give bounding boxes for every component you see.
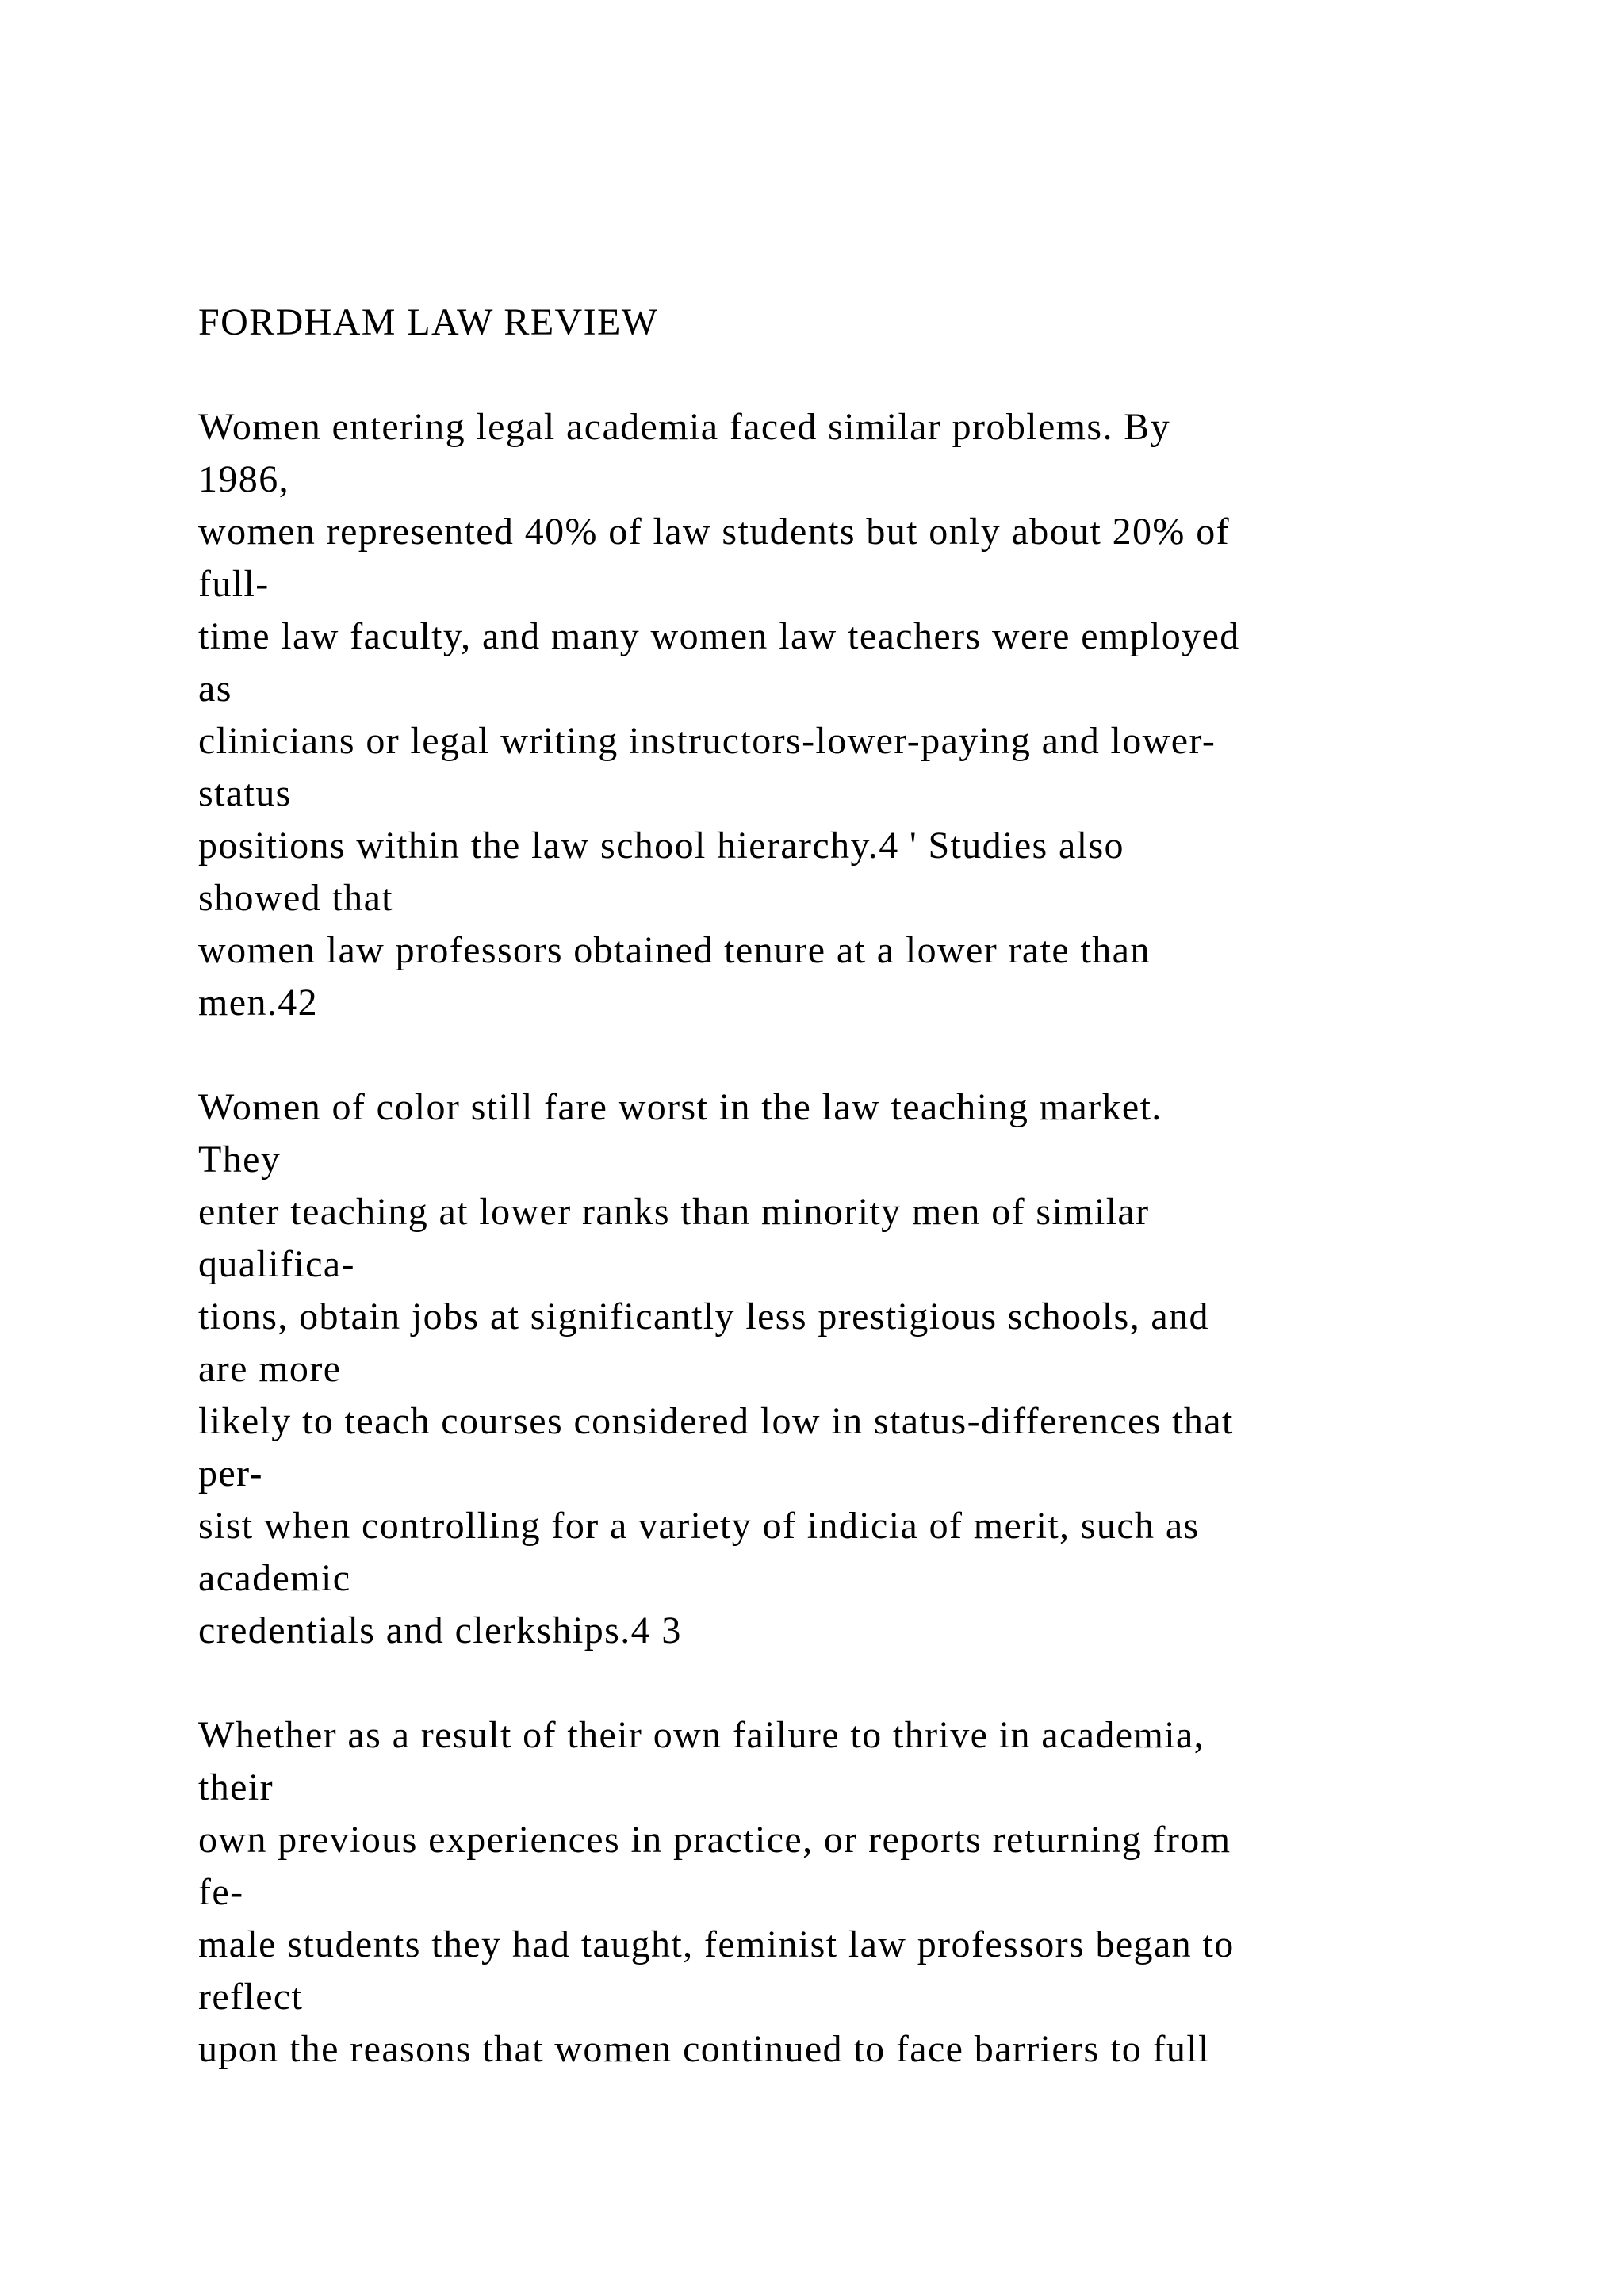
paragraph-gap bbox=[198, 1029, 1507, 1081]
text-line: upon the reasons that women continued to face barriers to full bbox=[198, 2028, 1210, 2070]
text-line: qualifica- bbox=[198, 1243, 355, 1285]
text-line: male students they had taught, feminist law professors began to bbox=[198, 1923, 1235, 1965]
paragraph-gap bbox=[198, 349, 1507, 401]
text-line: Women entering legal academia faced similar problems. By bbox=[198, 406, 1171, 448]
text-line: likely to teach courses considered low in status-differences that bbox=[198, 1400, 1234, 1442]
text-line: academic bbox=[198, 1557, 351, 1599]
text-line: showed that bbox=[198, 877, 394, 919]
text-line: per- bbox=[198, 1452, 263, 1494]
paragraph-gap bbox=[198, 1657, 1507, 1709]
text-line: positions within the law school hierarchy.4 ' Studies also bbox=[198, 825, 1124, 867]
document-body bbox=[198, 297, 1507, 2076]
text-line: men.42 bbox=[198, 982, 319, 1024]
text-line: as bbox=[198, 668, 232, 710]
text-line: Whether as a result of their own failure to thrive in academia, bbox=[198, 1714, 1205, 1756]
text-line: sist when controlling for a variety of indicia of merit, such as bbox=[198, 1505, 1200, 1547]
text-line: are more bbox=[198, 1348, 342, 1390]
paragraph-1 bbox=[198, 401, 1507, 1029]
running-header: FORDHAM LAW REVIEW bbox=[198, 301, 659, 343]
text-line: own previous experiences in practice, or reports returning from bbox=[198, 1819, 1231, 1861]
text-line: enter teaching at lower ranks than minority men of similar bbox=[198, 1191, 1150, 1233]
paragraph-3 bbox=[198, 1709, 1507, 2076]
text-line: women law professors obtained tenure at a lower rate than bbox=[198, 929, 1151, 971]
text-line: credentials and clerkships.4 3 bbox=[198, 1609, 682, 1651]
text-line: tions, obtain jobs at significantly less prestigious schools, and bbox=[198, 1295, 1209, 1337]
text-line: full- bbox=[198, 563, 270, 605]
text-line: their bbox=[198, 1766, 274, 1808]
text-line: They bbox=[198, 1138, 282, 1181]
text-line: reflect bbox=[198, 1976, 304, 2018]
text-line: fe- bbox=[198, 1871, 244, 1913]
text-line: time law faculty, and many women law teachers were employed bbox=[198, 615, 1240, 657]
paragraph-2 bbox=[198, 1081, 1507, 1657]
text-line: 1986, bbox=[198, 458, 289, 500]
text-line: status bbox=[198, 772, 292, 814]
text-line: clinicians or legal writing instructors-lower-paying and lower- bbox=[198, 720, 1216, 762]
text-line: women represented 40% of law students but only about 20% of bbox=[198, 511, 1230, 553]
text-line: Women of color still fare worst in the law teaching market. bbox=[198, 1086, 1162, 1128]
